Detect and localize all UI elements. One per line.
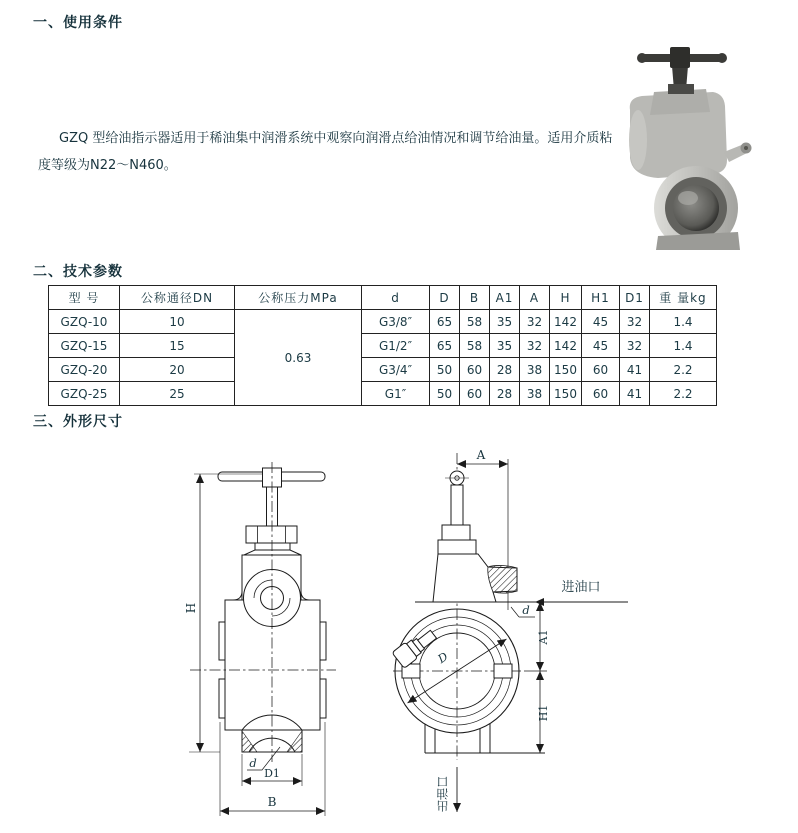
table-cell: 58 xyxy=(460,310,490,334)
table-cell: 150 xyxy=(550,358,582,382)
table-cell: 1.4 xyxy=(650,334,717,358)
dim-label-D1: D1 xyxy=(264,767,280,780)
col-header-A1: A1 xyxy=(490,286,520,310)
table-cell: 142 xyxy=(550,310,582,334)
col-header-dn: 公称通径DN xyxy=(120,286,235,310)
dim-label-H1: H1 xyxy=(537,704,550,722)
table-cell: GZQ-15 xyxy=(49,334,120,358)
dim-label-H: H xyxy=(184,602,198,614)
table-cell: 65 xyxy=(430,310,460,334)
dim-label-B: B xyxy=(267,795,277,809)
table-cell: GZQ-10 xyxy=(49,310,120,334)
section-title-usage: 一、使用条件 xyxy=(33,15,123,31)
col-header-d: d xyxy=(362,286,430,310)
section-title-dimensions: 三、外形尺寸 xyxy=(33,414,123,430)
table-cell-pressure-merged: 0.63 xyxy=(235,310,362,406)
col-header-H: H xyxy=(550,286,582,310)
dim-label-d: d xyxy=(522,603,530,617)
col-header-D1: D1 xyxy=(620,286,650,310)
dim-label-A1: A1 xyxy=(537,629,550,645)
table-cell: 41 xyxy=(620,358,650,382)
table-cell: GZQ-20 xyxy=(49,358,120,382)
table-cell: 142 xyxy=(550,334,582,358)
col-header-model: 型 号 xyxy=(49,286,120,310)
table-cell: 41 xyxy=(620,382,650,406)
table-cell: G3/8″ xyxy=(362,310,430,334)
table-cell: 38 xyxy=(520,358,550,382)
table-cell: 32 xyxy=(520,334,550,358)
table-cell: 60 xyxy=(582,358,620,382)
col-header-A: A xyxy=(520,286,550,310)
usage-paragraph: GZQ 型给油指示器适用于稀油集中润滑系统中观察向润滑点给油情况和调节给油量。适用介质粘度等级为N22～N460。 xyxy=(38,131,613,173)
table-cell: 32 xyxy=(620,334,650,358)
table-cell: 65 xyxy=(430,334,460,358)
table-cell: 60 xyxy=(582,382,620,406)
technical-parameters-table xyxy=(48,285,717,406)
table-cell: G1/2″ xyxy=(362,334,430,358)
table-cell: 28 xyxy=(490,358,520,382)
dim-label-A: A xyxy=(476,448,486,462)
table-cell: 50 xyxy=(430,382,460,406)
table-header-row xyxy=(49,286,717,310)
table-cell: G1″ xyxy=(362,382,430,406)
side-view-drawing xyxy=(385,440,640,833)
table-cell: 25 xyxy=(120,382,235,406)
table-cell: 32 xyxy=(620,310,650,334)
table-cell: 2.2 xyxy=(650,358,717,382)
table-cell: 60 xyxy=(460,382,490,406)
table-cell: 45 xyxy=(582,310,620,334)
col-header-B: B xyxy=(460,286,490,310)
table-row xyxy=(49,310,717,334)
section-title-parameters: 二、技术参数 xyxy=(33,264,123,280)
table-cell: 2.2 xyxy=(650,382,717,406)
outlet-label: 出油口 xyxy=(436,776,450,812)
dim-label-D: D xyxy=(435,649,451,667)
inlet-label: 进油口 xyxy=(561,580,601,595)
table-cell: GZQ-25 xyxy=(49,382,120,406)
table-cell: 60 xyxy=(460,358,490,382)
table-row xyxy=(49,334,717,358)
table-row xyxy=(49,358,717,382)
table-cell: 32 xyxy=(520,310,550,334)
col-header-pressure: 公称压力MPa xyxy=(235,286,362,310)
table-cell: 10 xyxy=(120,310,235,334)
table-cell: 28 xyxy=(490,382,520,406)
table-cell: 150 xyxy=(550,382,582,406)
col-header-D: D xyxy=(430,286,460,310)
table-cell: 15 xyxy=(120,334,235,358)
front-view-drawing xyxy=(150,450,400,833)
col-header-H1: H1 xyxy=(582,286,620,310)
col-header-weight: 重 量kg xyxy=(650,286,717,310)
product-photo-icon xyxy=(618,40,798,250)
table-cell: 1.4 xyxy=(650,310,717,334)
table-row xyxy=(49,382,717,406)
table-cell: 35 xyxy=(490,334,520,358)
table-cell: 20 xyxy=(120,358,235,382)
table-cell: 35 xyxy=(490,310,520,334)
table-cell: 58 xyxy=(460,334,490,358)
table-cell: G3/4″ xyxy=(362,358,430,382)
table-cell: 50 xyxy=(430,358,460,382)
table-cell: 45 xyxy=(582,334,620,358)
table-cell: 38 xyxy=(520,382,550,406)
dim-label-d: d xyxy=(249,756,257,770)
